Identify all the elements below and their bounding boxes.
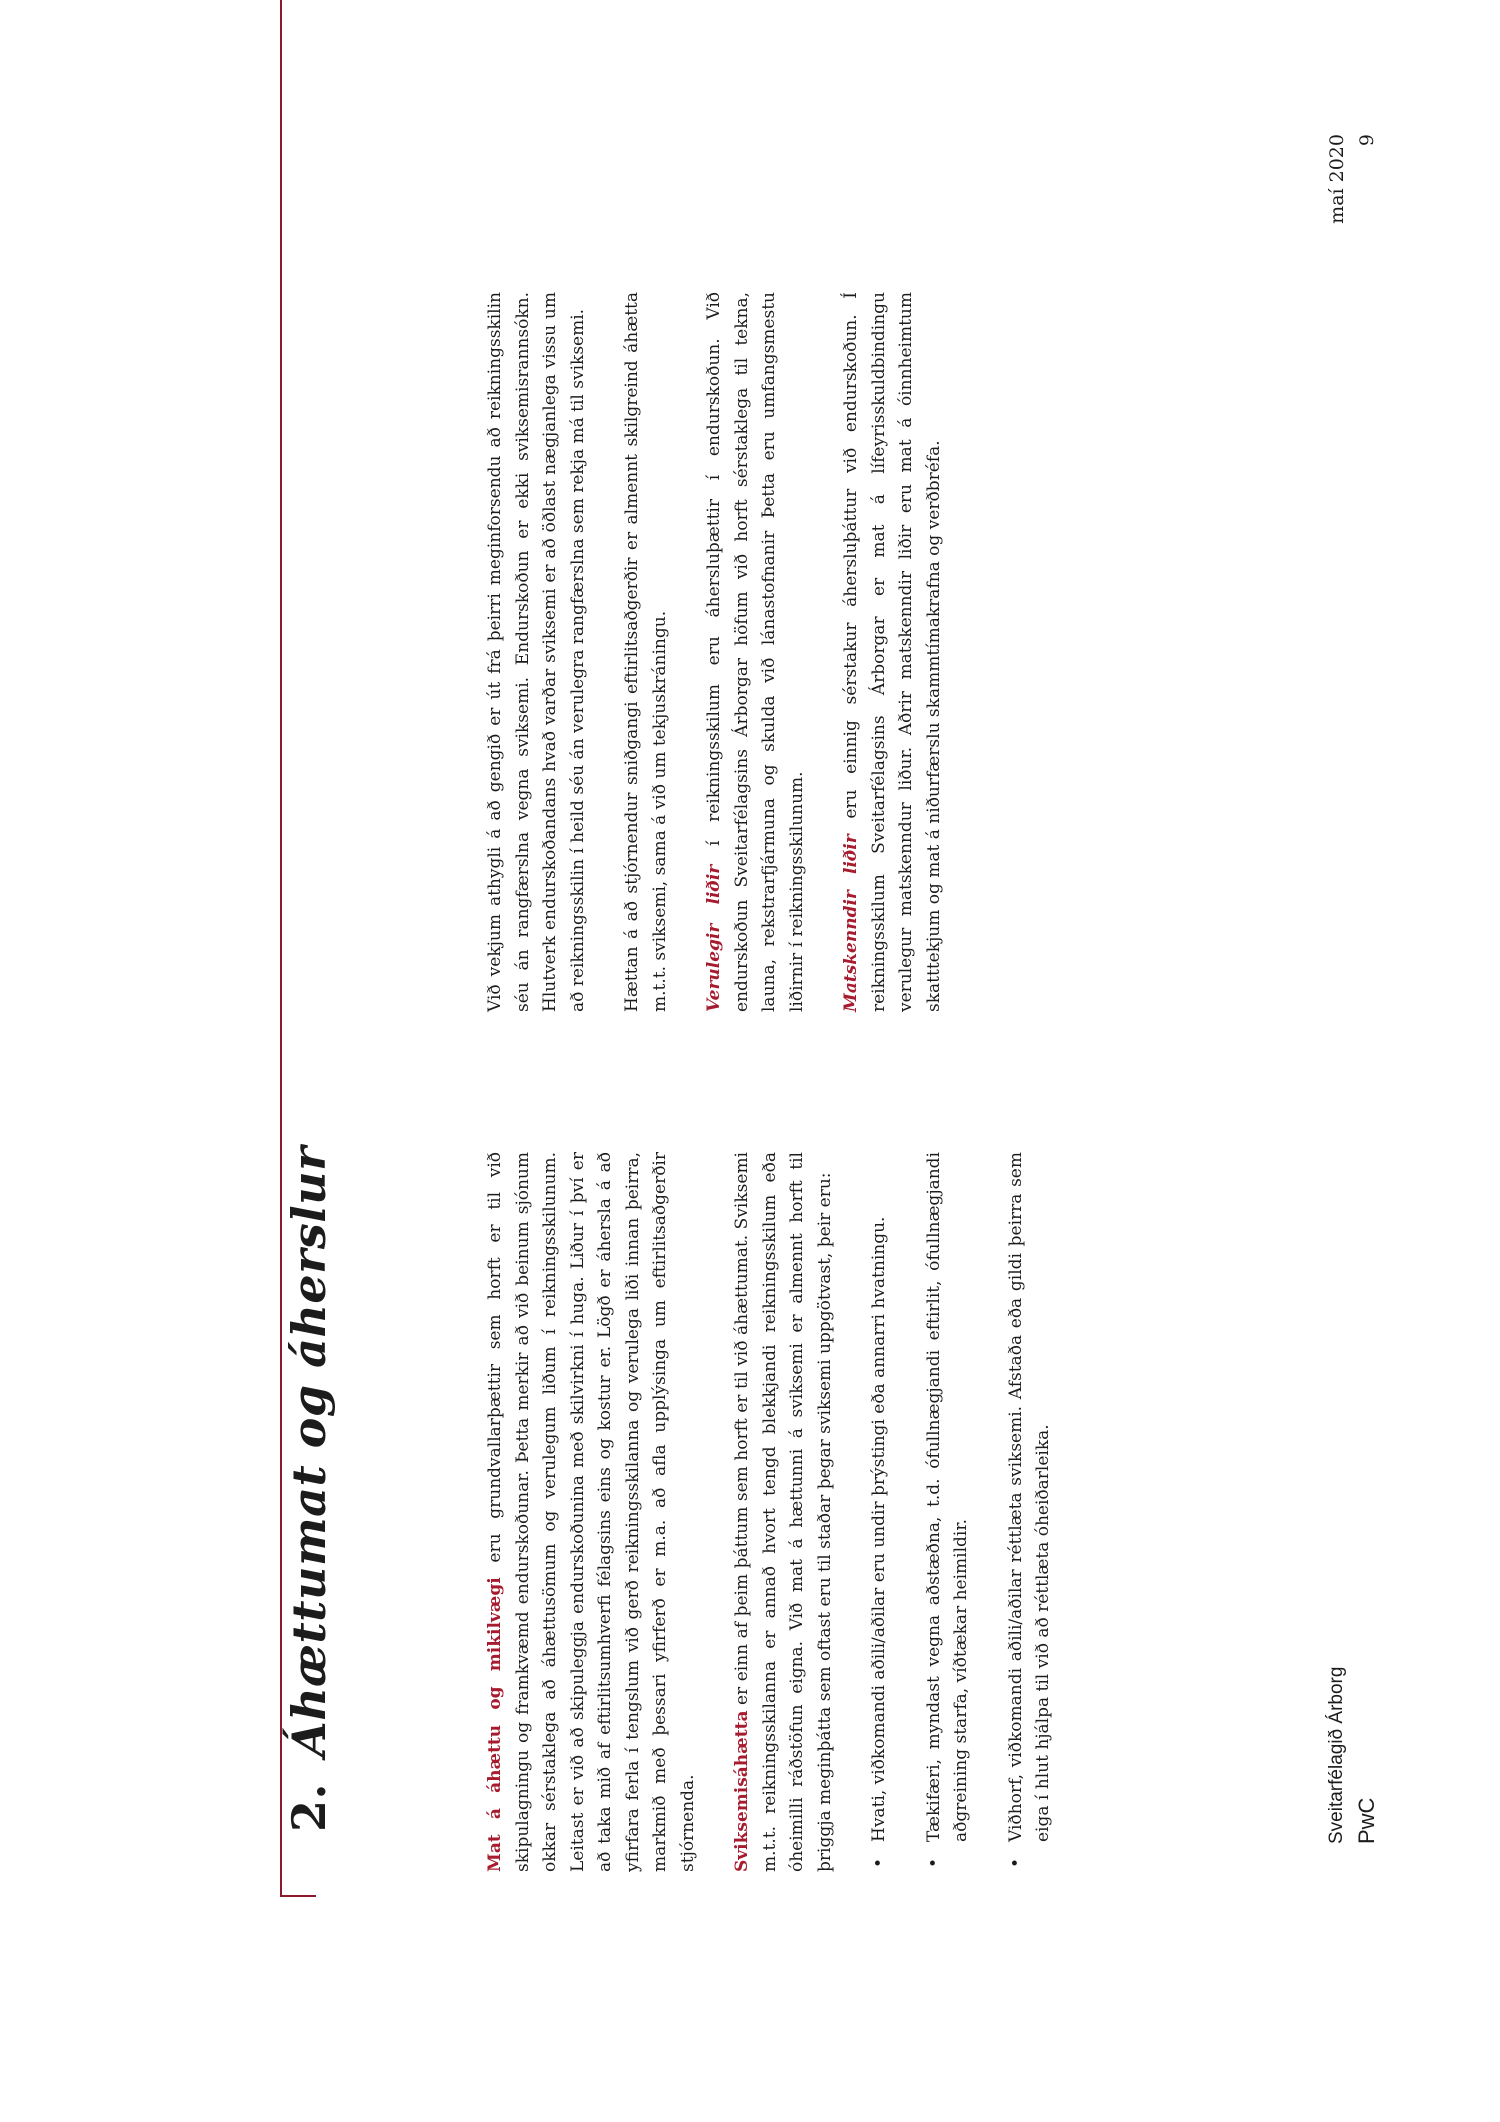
keyword-fraud-risk: Sviksemisáhætta: [732, 1710, 752, 1872]
footer-organization: Sveitarfélagið Árborg: [1326, 1666, 1347, 1844]
footer-date: maí 2020: [1326, 134, 1348, 224]
list-item-opportunity: • Tækifæri, myndast vegna aðstæðna, t.d. ófullnægjandi eftirlit, ófullnægjandi aðgreining starfa, víðtækar heimildir.: [921, 1152, 976, 1872]
right-column: [482, 292, 975, 1012]
keyword-significant-items: Verulegir liðir: [704, 864, 724, 1012]
paragraph-text: eru einnig sérstakur áhersluþáttur við endurskoðun. Í reikningsskilum Sveitarfélagsins Árborgar er mat á lífeyrisskuldbindingu verulegur matskenndur liður. Aðrir matskenndir liðir eru mat á óinnheimtum skatttekjum og mat á niðurfærslu skammtímakrafna og verðbréfa.: [841, 291, 944, 1012]
fraud-factor-list: [866, 1152, 1058, 1872]
paragraph-fraud-risk: [729, 1152, 839, 1872]
keyword-risk-materiality: Mat á áhættu og mikilvægi: [485, 1577, 505, 1872]
paragraph-text: er einn af þeim þáttum sem horft er til við áhættumat. Sviksemi m.t.t. reikningsskilanna er annað hvort tengd blekkjandi reikningsskilum eða óheimilli ráðstöfun eigna. Við mat á hættunni á sviksemi er almennt horft til þriggja meginþátta sem oftast eru til staðar þegar sviksemi uppgötvast, þeir eru:: [732, 1152, 835, 1872]
paragraph-text: eru grundvallarþættir sem horft er til við skipulagningu og framkvæmd endurskoðunar. Þetta merkir að við beinum sjónum okkar sérstaklega að áhættusömum og verulegum liðum í reikningsskilunum. Leitast er við að skipuleggja endurskoðunina með skilvirkni í huga. Liður í því er að taka mið af eftirlitsumhverfi félagsins eins og kostur er. Lögð er áhersla á að yfirfara ferla í tengslum við gerð reikningsskilanna og verulega liði innan þeirra, markmið með þessari yfirferð er m.a. að afla upplýsinga um eftirlitsaðgerðir stjórnenda.: [485, 1152, 698, 1872]
list-item-attitude: • Viðhorf, viðkomandi aðili/aðilar réttlæta sviksemi. Afstaða eða gildi þeirra sem eiga í hlut hjálpa til við að réttlæta óheiðarleika.: [1003, 1152, 1058, 1872]
page-number: 9: [1356, 134, 1378, 147]
paragraph-risk-assessment: [482, 1152, 702, 1872]
paragraph-estimates: [838, 292, 948, 1012]
paragraph-assumption: Við vekjum athygli á að gengið er út frá þeirri meginforsendu að reikningsskilin séu án rangfærslna vegna sviksemi. Endurskoðun er ekki sviksemisrannsókn. Hlutverk endurskoðandans hvað varðar sviksemi er að öðlast nægjanlega vissu um að reikningsskilin í heild séu án verulegra rangfærslna sem rekja má til sviksemi.: [485, 292, 588, 1012]
section-heading: [282, 1146, 336, 1832]
header-rule-tick: [280, 1895, 316, 1897]
section-title: Áhættumat og áherslur: [282, 1146, 336, 1757]
section-number: 2.: [282, 1782, 336, 1832]
footer-firm: PwC: [1354, 1797, 1379, 1844]
keyword-estimates: Matskenndir liðir: [841, 834, 861, 1012]
footer-left: [1322, 1667, 1382, 1844]
paragraph-management-override: Hættan á að stjórnendur sniðgangi eftirlitsaðgerðir er almennt skilgreind áhætta m.t.t. sviksemi, sama á við um tekjuskráningu.: [622, 292, 670, 1012]
left-column: [482, 1152, 1085, 1872]
paragraph-text: í reikningsskilum eru áhersluþættir í endurskoðun. Við endurskoðun Sveitarfélagsins Árborgar höfum við horft sérstaklega til tekna, launa, rekstrarfjármuna og skulda við lánastofnanir Þetta eru umfangsmestu liðirnir í reikningsskilunum.: [704, 292, 807, 1012]
list-item-incentive: • Hvati, viðkomandi aðili/aðilar eru undir þrýstingi eða annarri hvatningu.: [866, 1152, 894, 1872]
footer-right: [1322, 134, 1382, 334]
paragraph-significant-items: [701, 292, 811, 1012]
